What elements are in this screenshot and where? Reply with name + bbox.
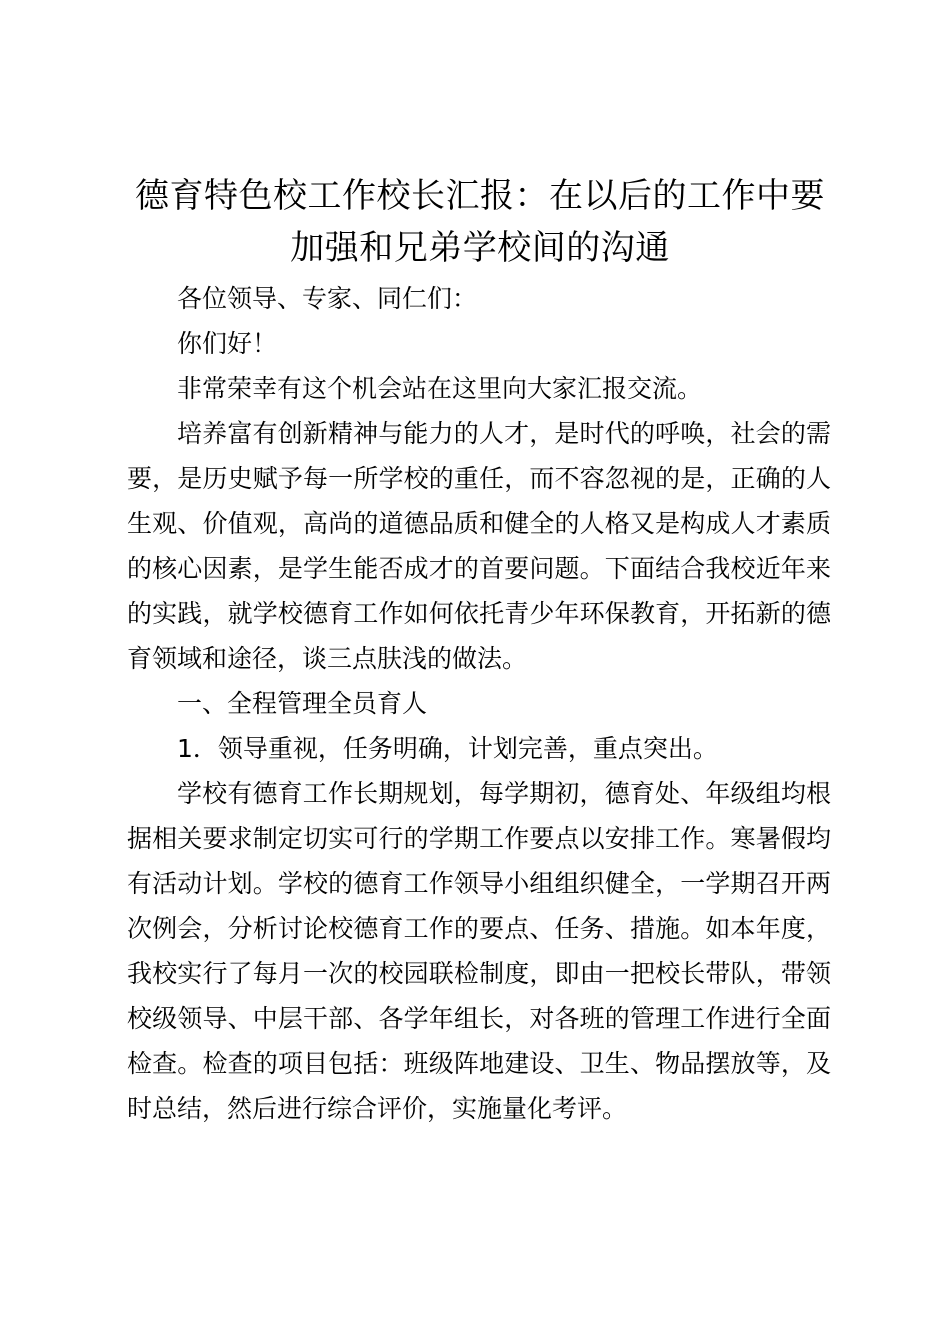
- greeting: 你们好！: [177, 329, 278, 358]
- opening-paragraph: 非常荣幸有这个机会站在这里向大家汇报交流。: [177, 374, 703, 403]
- document-title: [100, 170, 860, 274]
- intro-paragraph: 培养富有创新精神与能力的人才，是时代的呼唤，社会的需要，是历史赋予每一所学校的重任，而不容忽视的是，正确的人生观、价值观，高尚的道德品质和健全的人格又是构成人才素质的核心因素，是学生能否成才的首要问题。下面结合我校近年来的实践，就学校德育工作如何依托青少年环保教育，开拓新的德育领域和途径，谈三点肤浅的做法。: [127, 419, 831, 673]
- subsection-heading: 1．领导重视，任务明确，计划完善，重点突出。: [177, 734, 718, 763]
- salutation: 各位领导、专家、同仁们：: [177, 284, 478, 313]
- body-paragraph: 学校有德育工作长期规划，每学期初，德育处、年级组均根据相关要求制定切实可行的学期工作要点以安排工作。寒暑假均有活动计划。学校的德育工作领导小组组织健全，一学期召开两次例会，分析讨论校德育工作的要点、任务、措施。如本年度，我校实行了每月一次的校园联检制度，即由一把校长带队，带领校级领导、中层干部、各学年组长，对各班的管理工作进行全面检查。检查的项目包括：班级阵地建设、卫生、物品摆放等，及时总结，然后进行综合评价，实施量化考评。: [127, 779, 831, 1123]
- section-heading: 一、全程管理全员育人: [177, 689, 428, 718]
- title-line-2: 加强和兄弟学校间的沟通: [290, 228, 670, 268]
- title-line-1: 德育特色校工作校长汇报：在以后的工作中要: [135, 176, 825, 216]
- document-body: [127, 276, 831, 1131]
